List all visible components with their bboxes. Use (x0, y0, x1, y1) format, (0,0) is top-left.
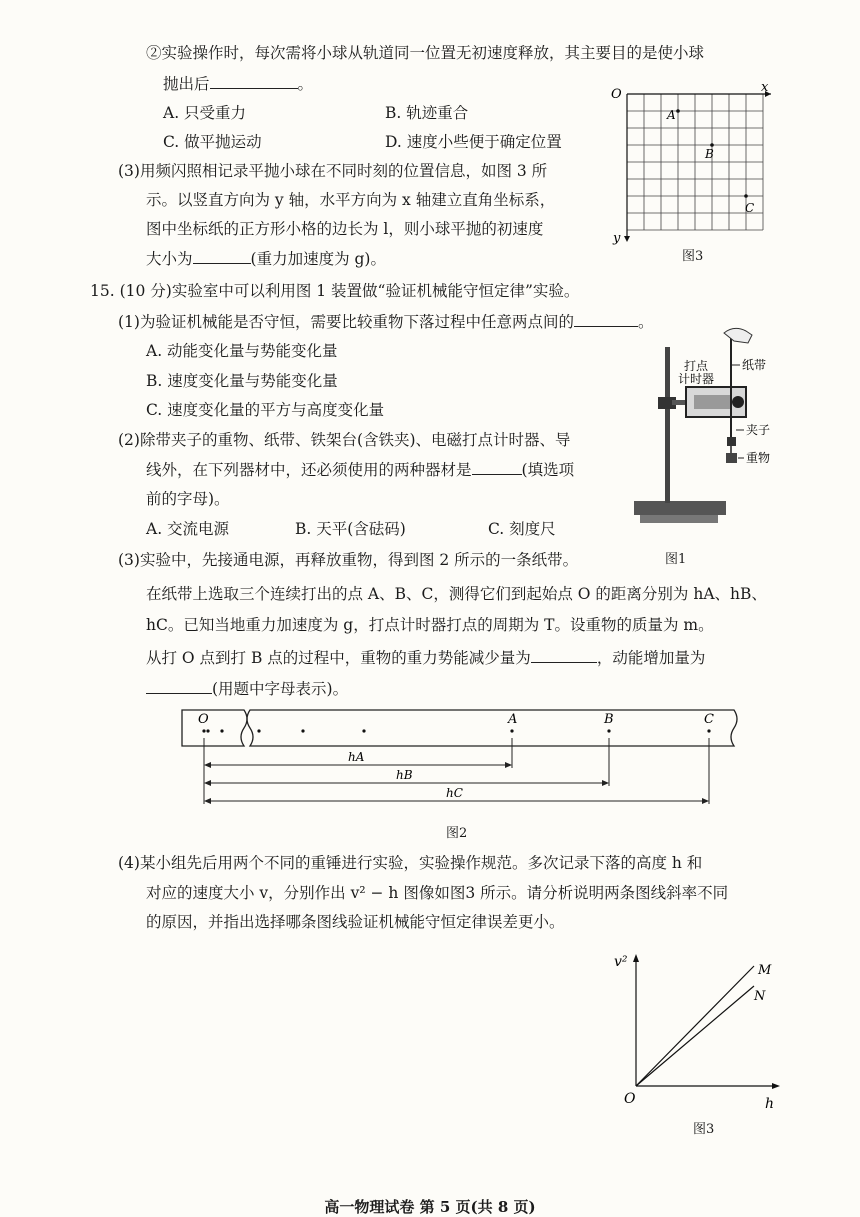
q15-title: 15. (10 分)实验室中可以利用图 1 装置做“验证机械能守恒定律”实验。 (90, 282, 580, 300)
tape-dot (257, 729, 260, 732)
hb-arrow-left (204, 780, 211, 786)
q14-part2-line2: 抛出后 。 (163, 72, 313, 95)
ha-arrow-right (505, 762, 512, 768)
page-footer: 高一物理试卷 第 5 页(共 8 页) (324, 1198, 536, 1216)
graph-y-arrow (633, 954, 639, 962)
answer-blank-3[interactable] (574, 310, 638, 327)
tape-label: 纸带 (742, 358, 767, 372)
v2-h-graph (608, 948, 788, 1118)
q15-part3-line4: 从打 O 点到打 B 点的过程中，重物的重力势能减少量为 ，动能增加量为 (146, 646, 705, 669)
graph-x-arrow (772, 1083, 780, 1089)
grid-lines (627, 94, 763, 230)
q15-part2-option-b[interactable]: B. 天平(含砝码) (295, 520, 406, 538)
answer-blank-1[interactable] (210, 72, 298, 89)
timer-label-2: 计时器 (678, 372, 715, 386)
tape-figure (178, 706, 744, 810)
hc-arrow-right (702, 798, 709, 804)
apparatus-caption: 图1 (665, 552, 687, 567)
tape-dot (301, 729, 304, 732)
tape-dot-o (202, 729, 205, 732)
stand-base-foot (640, 515, 718, 523)
hc-label: hC (446, 786, 463, 800)
y-axis-arrow (624, 236, 630, 242)
q15-part2-option-a[interactable]: A. 交流电源 (146, 520, 230, 538)
timer-label-1: 打点 (684, 359, 709, 373)
line-n (636, 986, 754, 1086)
stand-rod (665, 347, 670, 503)
q15-part1-option-b[interactable]: B. 速度变化量与势能变化量 (146, 372, 338, 390)
grid-origin-label: O (611, 87, 622, 102)
q15-part4-line1: (4)某小组先后用两个不同的重锤进行实验，实验操作规范。多次记录下落的高度 h 和 (118, 854, 703, 872)
answer-blank-6[interactable] (146, 677, 212, 694)
q14-option-a[interactable]: A. 只受重力 (163, 104, 247, 122)
q14-option-b[interactable]: B. 轨迹重合 (385, 104, 469, 122)
clip (727, 437, 736, 446)
hb-arrow-right (602, 780, 609, 786)
q14-part2-line1: ②实验操作时，每次需将小球从轨道同一位置无初速度释放，其主要目的是使小球 (146, 44, 705, 62)
q14-part3-line2: 示。以竖直方向为 y 轴，水平方向为 x 轴建立直角坐标系， (146, 191, 556, 209)
q14-part3-line3: 图中坐标纸的正方形小格的边长为 l，则小球平抛的初速度 (146, 220, 544, 238)
point-b-label: B (705, 147, 714, 161)
ha-arrow-left (204, 762, 211, 768)
graph-y-label: v² (614, 954, 628, 970)
point-c (744, 194, 748, 198)
weight-label: 重物 (746, 451, 771, 465)
q15-part3-line1: (3)实验中，先接通电源，再释放重物，得到图 2 所示的一条纸带。 (118, 551, 579, 569)
stand-base (634, 501, 726, 515)
line-n-label: N (754, 989, 766, 1004)
tape-strip-right (247, 710, 737, 746)
tape-caption: 图2 (446, 826, 468, 841)
line-m-label: M (758, 963, 772, 978)
timer-inner (694, 395, 732, 409)
answer-blank-5[interactable] (531, 646, 597, 663)
q15-part2-line1: (2)除带夹子的重物、纸带、铁架台(含铁夹)、电磁打点计时器、导 (118, 431, 571, 449)
clip-label: 夹子 (746, 423, 771, 437)
graph-caption: 图3 (693, 1122, 715, 1137)
tape-strip (182, 710, 247, 746)
answer-blank-2[interactable] (193, 247, 251, 264)
point-a (676, 109, 680, 113)
q15-part4-line3: 的原因，并指出选择哪条图线验证机械能守恒定律误差更小。 (146, 913, 565, 931)
q15-part1-option-a[interactable]: A. 动能变化量与势能变化量 (146, 342, 338, 360)
line-m (636, 966, 754, 1086)
tape-dot-a (510, 729, 513, 732)
tape-dot (206, 729, 209, 732)
graph-x-label: h (765, 1096, 775, 1112)
grid-x-label: x (761, 82, 769, 95)
q14-option-d[interactable]: D. 速度小些便于确定位置 (385, 133, 562, 151)
ha-label: hA (348, 750, 365, 764)
tape-label-o: O (198, 712, 209, 727)
q15-part2-line3: 前的字母)。 (146, 490, 230, 508)
apparatus-figure (632, 325, 792, 535)
q14-part3-line4: 大小为 (重力加速度为 g)。 (146, 247, 386, 270)
q15-part4-line2: 对应的速度大小 v，分别作出 v² − h 图像如图3 所示。请分析说明两条图线斜率不同 (146, 884, 729, 902)
q15-part3-line2: 在纸带上选取三个连续打出的点 A、B、C，测得它们到起始点 O 的距离分别为 hA、hB、 (146, 585, 767, 603)
graph-origin-label: O (624, 1091, 636, 1107)
tape-label-b: B (604, 712, 614, 727)
hand-shape (724, 328, 752, 343)
grid-figure-caption: 图3 (682, 249, 704, 264)
tape-dot (220, 729, 223, 732)
q15-part1-option-c[interactable]: C. 速度变化量的平方与高度变化量 (146, 401, 385, 419)
grid-figure (605, 82, 775, 262)
tape-dot-c (707, 729, 710, 732)
timer-coil (732, 396, 744, 408)
hc-arrow-left (204, 798, 211, 804)
q15-part3-line3: hC。已知当地重力加速度为 g，打点计时器打点的周期为 T。设重物的质量为 m。 (146, 616, 714, 634)
q14-part3-line1: (3)用频闪照相记录平抛小球在不同时刻的位置信息，如图 3 所 (118, 162, 548, 180)
answer-blank-4[interactable] (472, 458, 522, 475)
q15-part2-option-c[interactable]: C. 刻度尺 (488, 520, 556, 538)
tape-label-c: C (704, 712, 714, 727)
point-c-label: C (745, 201, 755, 215)
grid-y-label: y (613, 231, 621, 246)
q14-option-c[interactable]: C. 做平抛运动 (163, 133, 262, 151)
weight-block (726, 453, 737, 463)
q15-part1-line: (1)为验证机械能是否守恒，需要比较重物下落过程中任意两点间的 。 (118, 310, 653, 333)
tape-label-a: A (508, 712, 518, 727)
point-a-label: A (667, 108, 676, 122)
tape-dot-b (607, 729, 610, 732)
q15-part3-line5: (用题中字母表示)。 (146, 677, 348, 700)
hb-label: hB (396, 768, 413, 782)
q15-part2-line2: 线外，在下列器材中，还必须使用的两种器材是 (填选项 (146, 458, 574, 481)
tape-dot (362, 729, 365, 732)
